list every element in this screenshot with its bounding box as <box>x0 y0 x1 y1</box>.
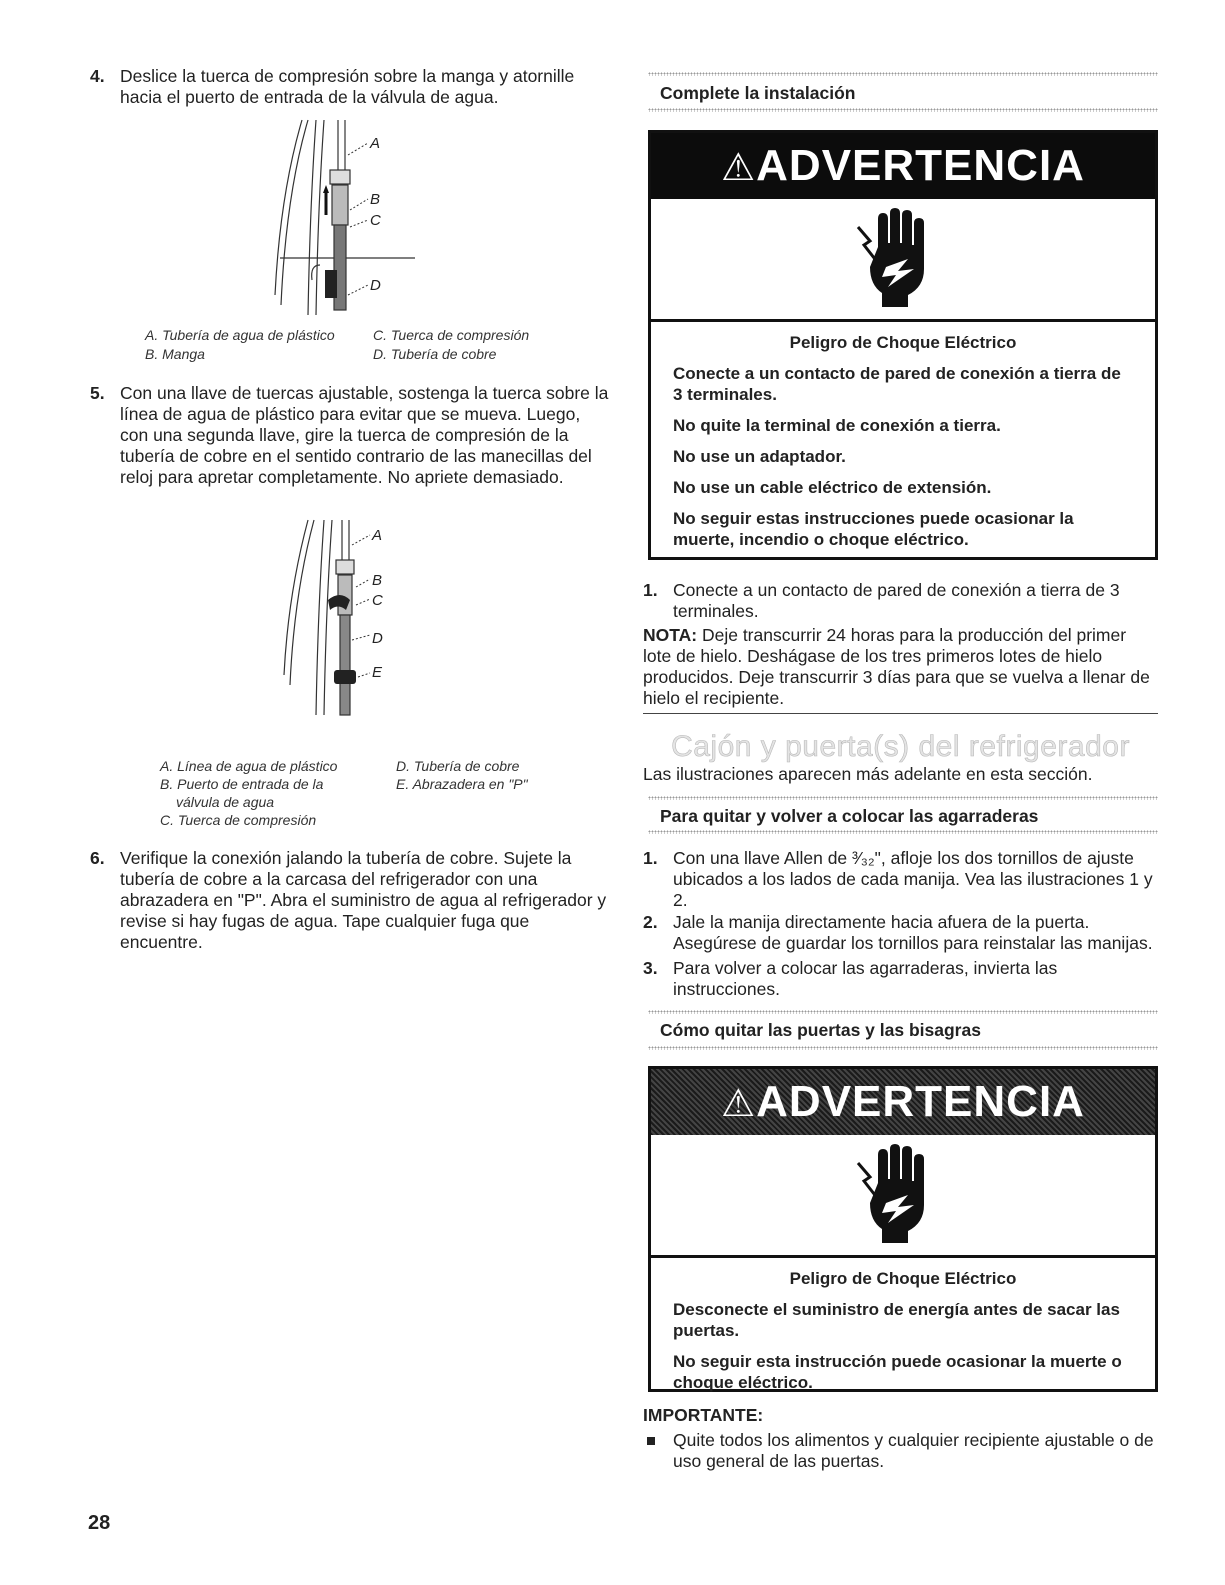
warning-box-doors <box>648 1066 1158 1392</box>
step-6 <box>90 848 610 953</box>
fig1-label-d: D <box>370 277 381 294</box>
water-valve-diagram-1 <box>250 115 440 325</box>
divider <box>648 1010 1158 1014</box>
fig2-legend-left <box>160 757 380 829</box>
warning-header <box>651 1069 1155 1135</box>
warning-line: No use un cable eléctrico de extensión. <box>673 478 992 497</box>
icon-area <box>651 199 1155 322</box>
electric-shock-hand-icon <box>856 1143 936 1243</box>
step-number: 1. <box>643 848 658 868</box>
section-title: Cajón y puerta(s) del refrigerador <box>671 730 1130 763</box>
fig2-label-c: C <box>372 592 383 609</box>
warning-line: Conecte a un contacto de pared de conexión a tierra de 3 terminales. <box>673 364 1121 404</box>
legend-item: D. Tubería de cobre <box>396 758 520 774</box>
warning-box-electric-shock <box>648 130 1158 560</box>
fig2-label-b: B <box>372 572 383 589</box>
bullet-icon <box>647 1437 655 1445</box>
step-1-ground <box>643 580 1153 622</box>
handles-step-3 <box>643 958 1158 1000</box>
step-text: Deslice la tuerca de compresión sobre la manga y atornille hacia el puerto de entrada de la válvula de agua. <box>120 66 575 107</box>
handles-step-1 <box>643 848 1158 911</box>
step-text: Jale la manija directamente hacia afuera de la puerta. Asegúrese de guardar los tornillos para reinstalar las manijas. <box>673 912 1153 953</box>
divider <box>648 1046 1158 1050</box>
note-label: NOTA: <box>643 625 698 645</box>
page-number: 28 <box>88 1512 111 1534</box>
warning-header <box>651 133 1155 199</box>
warning-line: No seguir esta instrucción puede ocasionar la muerte o choque eléctrico. <box>673 1352 1122 1392</box>
legend-item: B. Puerto de entrada de la <box>160 776 324 792</box>
step-number: 5. <box>90 383 105 403</box>
divider <box>648 72 1158 76</box>
legend-item: válvula de agua <box>176 794 275 810</box>
legend-item: C. Tuerca de compresión <box>373 327 530 343</box>
warning-triangle-icon: ⚠ <box>721 147 757 189</box>
legend-item: D. Tubería de cobre <box>373 346 497 362</box>
warning-line: Desconecte el suministro de energía antes de sacar las puertas. <box>673 1300 1120 1340</box>
legend-item: C. Tuerca de compresión <box>160 812 317 828</box>
warning-body <box>651 1258 1155 1413</box>
warning-line: No use un adaptador. <box>673 447 846 466</box>
step-number: 6. <box>90 848 105 868</box>
hazard-title: Peligro de Choque Eléctrico <box>789 333 1017 352</box>
important-label: IMPORTANTE: <box>643 1405 764 1425</box>
step-number: 2. <box>643 912 658 932</box>
fig2-legend-right <box>396 757 596 793</box>
legend-item: A. Tubería de agua de plástico <box>145 327 335 343</box>
handles-heading: Para quitar y volver a colocar las agarraderas <box>660 806 1039 826</box>
note <box>643 625 1158 709</box>
fig2-label-d: D <box>372 630 383 647</box>
fig1-legend <box>145 326 529 364</box>
step-text: Para volver a colocar las agarraderas, invierta las instrucciones. <box>673 958 1058 999</box>
legend-item: E. Abrazadera en "P" <box>396 776 528 792</box>
step-text: Verifique la conexión jalando la tubería de cobre. Sujete la tubería de cobre a la carcasa del refrigerador con una abrazadera en "P". Abra el suministro de agua al refrigerador y revise si hay fugas de agua. Tape cualquier fuga que encuentre. <box>120 848 607 952</box>
important-item <box>643 1430 1158 1472</box>
warning-title: ADVERTENCIA <box>756 141 1085 190</box>
step-text: Conecte a un contacto de pared de conexión a tierra de 3 terminales. <box>673 580 1120 621</box>
electric-shock-hand-icon <box>856 207 936 307</box>
fig1-label-a: A <box>370 135 381 152</box>
hazard-title: Peligro de Choque Eléctrico <box>789 1269 1017 1288</box>
fig1-label-c: C <box>370 212 381 229</box>
warning-title: ADVERTENCIA <box>756 1077 1085 1126</box>
step-number: 1. <box>643 580 658 600</box>
section-rule <box>643 713 1158 714</box>
icon-area <box>651 1135 1155 1258</box>
divider <box>648 108 1158 112</box>
warning-body <box>651 322 1155 570</box>
warning-triangle-icon: ⚠ <box>721 1083 757 1125</box>
step-text: Con una llave Allen de ³⁄₃₂", afloje los dos tornillos de ajuste ubicados a los lados de cada manija. Vea las ilustraciones 1 y 2. <box>673 848 1153 910</box>
step-number: 4. <box>90 66 105 86</box>
step-4 <box>90 66 600 108</box>
step-text: Con una llave de tuercas ajustable, sostenga la tuerca sobre la línea de agua de plástico para evitar que se mueva. Luego, con una segunda llave, gire la tuerca de compresión de la tubería de cobre en el sentido contrario de las manecillas del reloj para apretar completamente. No apriete demasiado. <box>120 383 609 487</box>
step-number: 3. <box>643 958 658 978</box>
fig2-label-e: E <box>372 664 383 681</box>
fig2-label-a: A <box>372 527 383 544</box>
step-5 <box>90 383 610 488</box>
legend-item: A. Línea de agua de plástico <box>160 758 338 774</box>
important-text: Quite todos los alimentos y cualquier recipiente ajustable o de uso general de las puertas. <box>673 1430 1154 1471</box>
water-valve-diagram-2 <box>270 515 440 720</box>
section-intro: Las ilustraciones aparecen más adelante en esta sección. <box>643 764 1093 784</box>
legend-item: B. Manga <box>145 346 205 362</box>
divider <box>648 796 1158 800</box>
note-text: Deje transcurrir 24 horas para la producción del primer lote de hielo. Deshágase de los tres primeros lotes de hielo producidos. Deje transcurrir 3 días para que se vuelva a llenar de hielo el recipiente. <box>643 625 1150 708</box>
doors-heading: Cómo quitar las puertas y las bisagras <box>660 1020 981 1040</box>
fig1-label-b: B <box>370 191 381 208</box>
handles-step-2 <box>643 912 1158 954</box>
divider <box>648 830 1158 834</box>
warning-line: No seguir estas instrucciones puede ocasionar la muerte, incendio o choque eléctrico. <box>673 509 1074 549</box>
complete-heading: Complete la instalación <box>660 83 856 103</box>
warning-line: No quite la terminal de conexión a tierra. <box>673 416 1001 435</box>
